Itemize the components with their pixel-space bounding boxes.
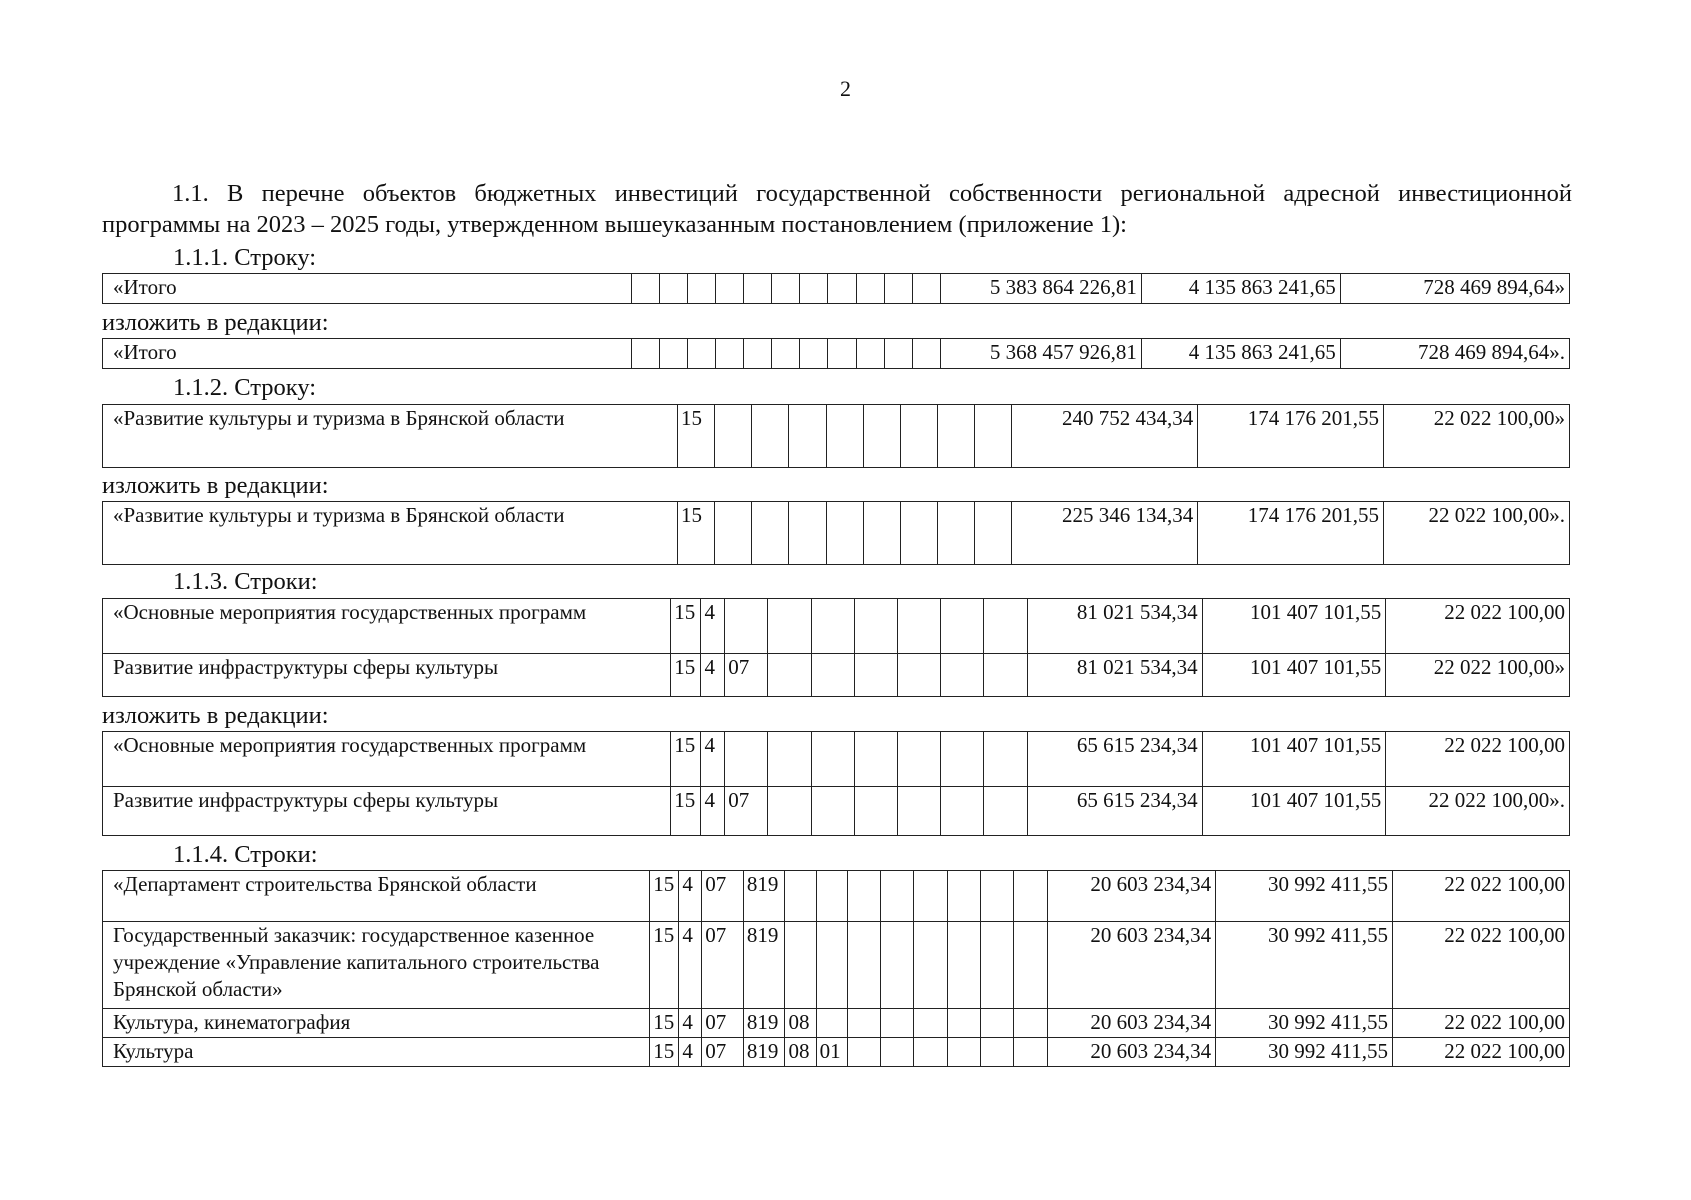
restate-label-2: изложить в редакции: [102,472,329,499]
value-2023: 20 603 234,34 [1047,1038,1216,1067]
section-label-1-1-1: 1.1.1. Строку: [173,244,317,271]
value-2025: 22 022 100,00 [1392,871,1569,922]
code-cell [725,732,768,787]
value-2023: 65 615 234,34 [1027,732,1202,787]
code-cell: 07 [702,1038,744,1067]
row-name: Государственный заказчик: государственное казенное учреждение «Управление капитального строительства Брянской области» [103,922,650,1009]
value-2024: 174 176 201,55 [1198,502,1384,565]
table-1-1-1-new [102,338,1570,369]
value-2024: 30 992 411,55 [1216,922,1393,1009]
code-cell: 15 [677,502,714,565]
table-1-1-4 [102,870,1570,1067]
table-row [103,732,1570,787]
row-name: Развитие инфраструктуры сферы культуры [103,787,671,836]
section-label-1-1-3: 1.1.3. Строки: [173,568,318,595]
code-cell: 819 [743,922,785,1009]
code-cell: 08 [785,1009,816,1038]
table-row [103,1009,1570,1038]
restate-label-3: изложить в редакции: [102,702,329,729]
code-cell: 4 [701,599,725,654]
code-cell: 07 [725,787,768,836]
code-cell: 4 [701,654,725,697]
value-2024: 101 407 101,55 [1202,599,1386,654]
table-1-1-1-old [102,273,1570,304]
table-row [103,599,1570,654]
code-cell: 15 [671,599,701,654]
value-2025: 728 469 894,64». [1340,339,1569,369]
value-2023: 65 615 234,34 [1027,787,1202,836]
code-cell: 15 [671,654,701,697]
value-2024: 101 407 101,55 [1202,732,1386,787]
row-name: «Развитие культуры и туризма в Брянской области [103,405,678,468]
restate-label-1: изложить в редакции: [102,309,329,336]
row-name: «Развитие культуры и туризма в Брянской области [103,502,678,565]
table-row [103,1038,1570,1067]
table-1-1-2-old [102,404,1570,468]
code-cell [816,871,847,922]
table-row [103,787,1570,836]
value-2023: 5 383 864 226,81 [940,274,1141,304]
code-cell: 07 [725,654,768,697]
value-2025: 22 022 100,00». [1386,787,1570,836]
row-name: «Основные мероприятия государственных программ [103,732,671,787]
value-2023: 225 346 134,34 [1012,502,1198,565]
value-2025: 22 022 100,00» [1386,654,1570,697]
code-cell: 819 [743,1038,785,1067]
value-2025: 22 022 100,00». [1384,502,1570,565]
table-row [103,339,1570,369]
code-cell: 15 [650,1009,679,1038]
value-2023: 20 603 234,34 [1047,871,1216,922]
value-2023: 81 021 534,34 [1027,654,1202,697]
code-cell: 4 [701,787,725,836]
row-name: «Основные мероприятия государственных программ [103,599,671,654]
row-name: «Итого [103,274,632,304]
table-1-1-3-old [102,598,1570,697]
value-2024: 30 992 411,55 [1216,871,1393,922]
row-name: Культура, кинематография [103,1009,650,1038]
value-2025: 22 022 100,00 [1392,1009,1569,1038]
code-cell: 07 [702,922,744,1009]
row-name: «Департамент строительства Брянской области [103,871,650,922]
value-2024: 4 135 863 241,65 [1141,274,1340,304]
code-cell: 07 [702,871,744,922]
code-cell: 15 [650,871,679,922]
table-row [103,405,1570,468]
table-1-1-2-new [102,501,1570,565]
value-2024: 101 407 101,55 [1202,654,1386,697]
code-cell: 01 [816,1038,847,1067]
value-2025: 22 022 100,00 [1392,1038,1569,1067]
row-name: «Итого [103,339,632,369]
table-row [103,871,1570,922]
page-number: 2 [840,76,851,101]
intro-paragraph: 1.1. В перечне объектов бюджетных инвестиций государственной собственности региональной адресной инвестиционной программы на 2023 – 2025 годы, утвержденном вышеуказанным постановлением (приложение 1): [102,180,1572,238]
code-cell: 15 [677,405,714,468]
row-name: Культура [103,1038,650,1067]
value-2023: 5 368 457 926,81 [940,339,1141,369]
value-2025: 22 022 100,00 [1386,732,1570,787]
row-name: Развитие инфраструктуры сферы культуры [103,654,671,697]
code-cell: 4 [701,732,725,787]
code-cell [785,871,816,922]
value-2024: 30 992 411,55 [1216,1009,1393,1038]
code-cell: 4 [679,1038,702,1067]
value-2023: 20 603 234,34 [1047,922,1216,1009]
table-row [103,654,1570,697]
section-label-1-1-4: 1.1.4. Строки: [173,841,318,868]
table-row [103,502,1570,565]
value-2025: 728 469 894,64» [1340,274,1569,304]
code-cell: 08 [785,1038,816,1067]
code-cell: 4 [679,922,702,1009]
code-cell: 819 [743,1009,785,1038]
value-2024: 30 992 411,55 [1216,1038,1393,1067]
code-cell: 07 [702,1009,744,1038]
value-2025: 22 022 100,00» [1384,405,1570,468]
code-cell: 15 [650,1038,679,1067]
code-cell: 15 [671,787,701,836]
code-cell: 4 [679,1009,702,1038]
value-2025: 22 022 100,00 [1386,599,1570,654]
table-row [103,274,1570,304]
code-cell [785,922,816,1009]
section-label-1-1-2: 1.1.2. Строку: [173,374,317,401]
value-2024: 4 135 863 241,65 [1141,339,1340,369]
value-2025: 22 022 100,00 [1392,922,1569,1009]
code-cell: 819 [743,871,785,922]
value-2023: 240 752 434,34 [1012,405,1198,468]
table-row [103,922,1570,1009]
code-cell [816,1009,847,1038]
value-2023: 81 021 534,34 [1027,599,1202,654]
value-2024: 101 407 101,55 [1202,787,1386,836]
code-cell [816,922,847,1009]
code-cell: 15 [650,922,679,1009]
code-cell: 15 [671,732,701,787]
value-2024: 174 176 201,55 [1198,405,1384,468]
value-2023: 20 603 234,34 [1047,1009,1216,1038]
code-cell: 4 [679,871,702,922]
table-1-1-3-new [102,731,1570,836]
code-cell [725,599,768,654]
